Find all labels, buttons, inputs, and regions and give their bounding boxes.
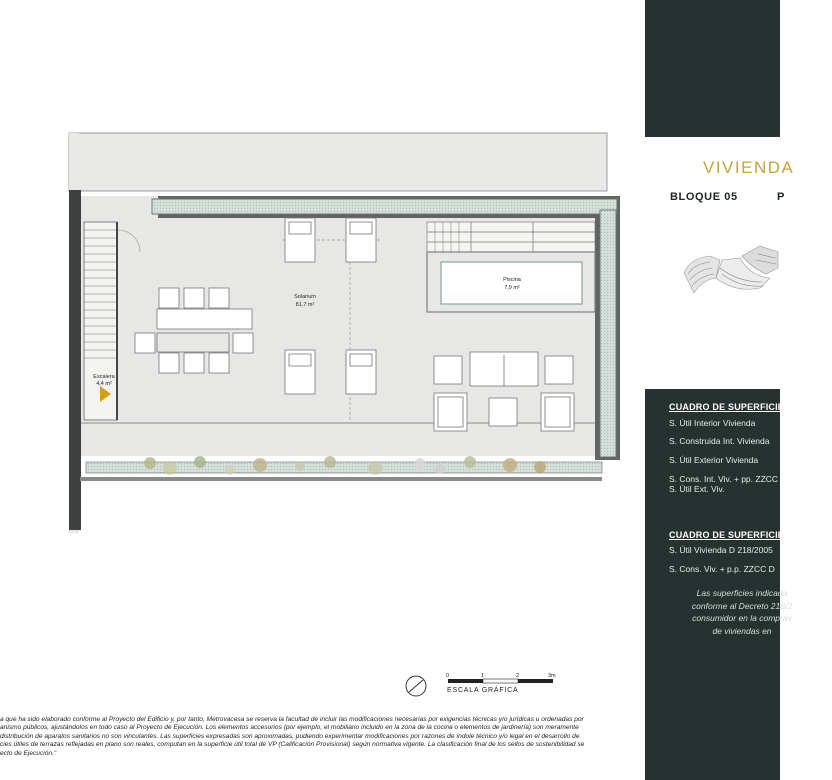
dwelling-title: VIVIENDA [703,158,795,177]
floor-label: P [777,191,785,203]
escalera-label: Escalera [93,374,115,380]
note-line: consumidor en la comprav [692,613,792,623]
surfaces-section-title: CUADRO DE SUPERFICIES [669,402,791,412]
surface-row: S. Útil Interior Vivienda [669,418,756,428]
disclaimer-text [0,716,640,758]
decree-row: S. Útil Vivienda D 218/2005 [669,545,773,555]
surfaces-note [652,587,832,637]
scale-tick-2: 2 [516,673,520,679]
solarium-label: Solarium [294,294,316,300]
note-line: de viviendas en [712,625,772,636]
escalera-area: 4,4 m² [96,381,112,387]
note-line: conforme al Decreto 218/2 [691,600,793,611]
pool-channel-top [152,199,617,214]
scale-tick-1: 1 [481,673,485,679]
disclaimer-line: ecto de Ejecución." [0,749,57,757]
left-wall [69,190,81,530]
roof-slab [69,133,607,191]
surface-row: S. Útil Ext. Viv. [669,484,725,494]
solarium-area: 81,7 m² [295,302,315,308]
surfaces-decree-section-title: CUADRO DE SUPERFICIES [669,530,791,540]
block-label: BLOQUE 05 [670,191,738,203]
pool-channel-right [600,210,616,457]
piscina-label: Piscina [503,277,521,283]
decree-row: S. Cons. Viv. + p.p. ZZCC D [669,564,775,574]
scale-tick-3: 3m [548,673,556,679]
surface-row: S. Construida Int. Vivienda [669,436,770,446]
disclaimer-line: distribución de aparatos sanitarios no son vinculantes. Las superficies expresadas son aproximadas, pudiendo experimentar modificaciones por razones de índole técnico y/o legal en el desarrollo de [0,732,580,740]
disclaimer-line: cies útiles de terrazas reflejadas en plano son reales, computan en la superficie útil total de VP (Calificación Provisional) según normativa vigente. La clasificación final de los sellos de sostenibilidad se [0,741,585,749]
surface-row: S. Cons. Int. Viv. + pp. ZZCC [669,474,779,484]
scale-label: ESCALA GRÁFICA [447,687,519,694]
surface-row: S. Útil Exterior Vivienda [669,455,759,465]
scale-tick-0: 0 [446,673,450,679]
disclaimer-line: a que ha sido elaborado conforme al Proyecto del Edificio y, por tanto, Metrovacesa se reserva la facultad de incluir las modificaciones necesarias por exigencias técnicas y/o jurídicas u ordenadas por [0,716,584,723]
note-line: Las superficies indicada [696,588,788,598]
piscina-area: 7,9 m² [504,285,520,291]
disclaimer-line: anismo públicos, ajustándolos en todo caso al Proyecto de Ejecución. Los elementos accesorios (por ejemplo, el mobiliario incluido en la zona de la cocina o elementos de jardinería) son meramente [0,724,579,732]
bottom-wall [80,477,602,481]
pool-water [441,262,582,304]
pool-steps [427,222,595,252]
scale-bar [448,679,553,683]
building-thumbnail [680,238,780,308]
